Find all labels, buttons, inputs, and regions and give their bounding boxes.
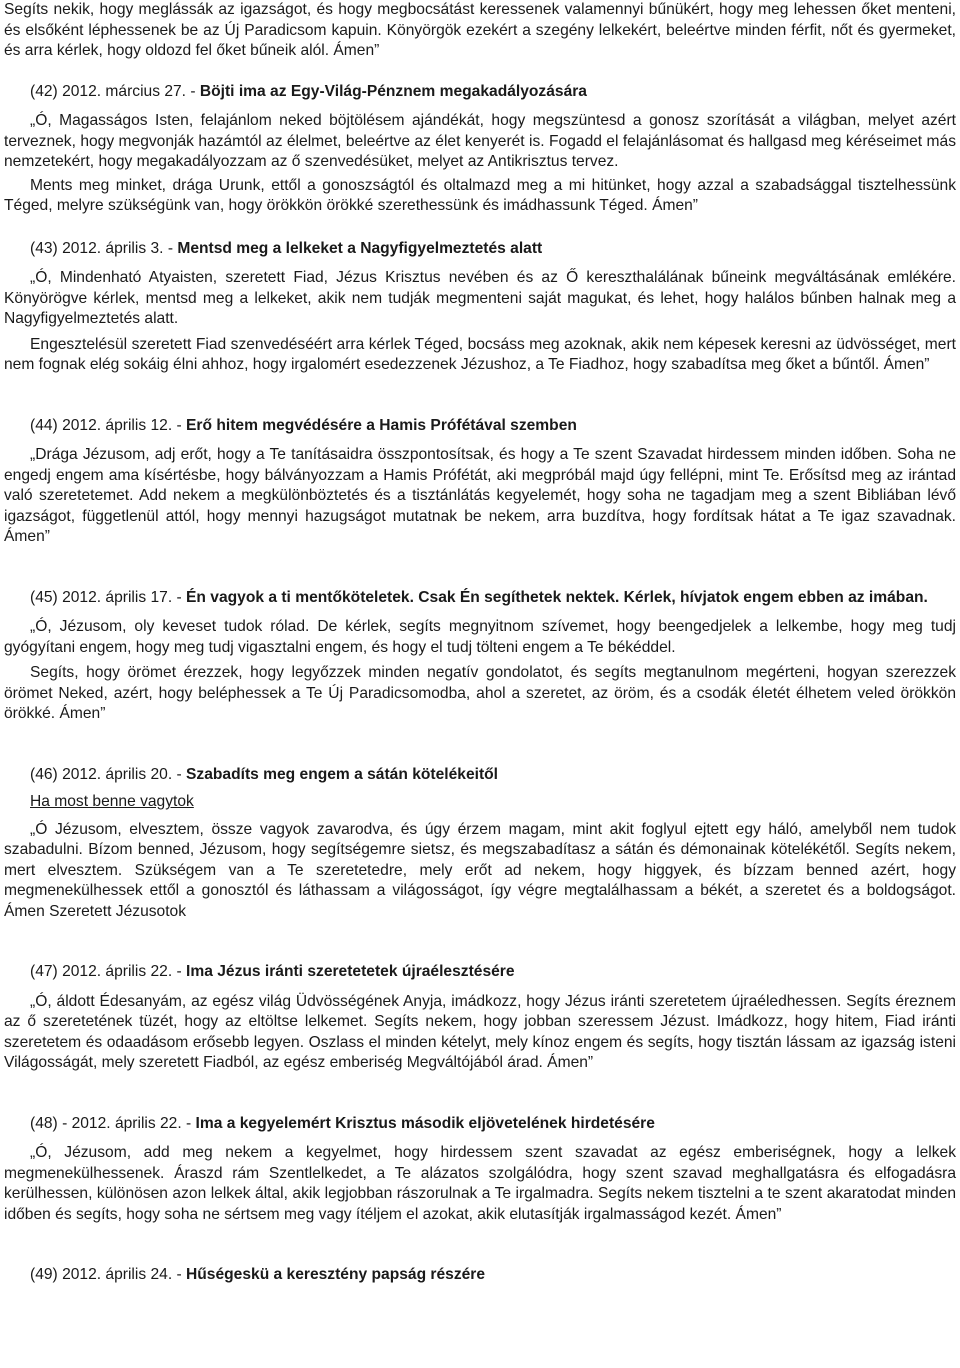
section-title: Mentsd meg a lelkeket a Nagyfigyelmeztetés alatt [177, 239, 543, 257]
section-subtitle: Ha most benne vagytok [30, 793, 194, 810]
section-title: Szabadíts meg engem a sátán kötelékeitől [186, 765, 498, 783]
section-number-date: (48) - 2012. április 22. - [30, 1114, 196, 1132]
section-number-date: (45) 2012. április 17. - [30, 588, 187, 606]
section-heading-46 [30, 765, 956, 786]
section-heading-48 [30, 1114, 956, 1135]
prayer-paragraph: „Ó, Jézusom, add meg nekem a kegyelmet, hogy hirdessem szent szavadat az egész emberiségnek, hogy a lelkek megmenekülhessenek. Áraszd rám Szentlelkedet, a Te alázatos szolgálódra, hogy szent szavad meghallgatásra és elfogadásra kerülhessen, különösen azon lelkek által, akik legjobban rászorulnak a Te irgalmadra. Segíts nekem tisztelni a te szent akaratodat minden időben és segíts, hogy soha ne sértsem meg vagy ítéljem el azokat, akik elutasítják irgalmasságod kezét. Ámen” [4, 1144, 956, 1223]
section-title: Hűségeskü a keresztény papság részére [186, 1266, 486, 1283]
section-number-date: (46) 2012. április 20. - [30, 765, 187, 783]
section-number-date: (44) 2012. április 12. - [30, 416, 187, 434]
prayer-paragraph: „Ó, áldott Édesanyám, az egész világ Üdvösségének Anyja, imádkozz, hogy Jézus iránti szeretetem újraéledhessen. Segíts éreznem az ő szeretetének tüzét, hogy az eltöltse lelkemet. Segíts nekem, hogy jobban szeressem Jézust. Imádkozz, hogy hitem, Fiad iránti szeretetem és odaadásom erősebb legyen. Oszlass el minden kételyt, mely kínoz engem és segíts, hogy tisztán lássam az igazság isteni Világosságát, mely szeretett Fiadból, az egész emberiség Megváltójából árad. Ámen” [4, 992, 956, 1071]
section-number-date: (47) 2012. április 22. - [30, 963, 187, 980]
section-title: Én vagyok a ti mentőköteletek. Csak Én segíthetek nektek. Kérlek, hívjatok engem ebben az imában. [186, 588, 928, 606]
section-title: Ima a kegyelemért Krisztus második eljövetelének hirdetésére [195, 1114, 655, 1132]
prayer-paragraph: „Drága Jézusom, adj erőt, hogy a Te tanításaidra összpontosítsak, és hogy a Te szent Szavadat hirdessem minden időben. Soha ne engedj engem ama kísértésbe, hogy bálványozzam a Hamis Prófétát, aki megpróbál majd úgy fellépni, mint Te. Erősítsd meg az irántad való szeretetemet. Add nekem a megkülönböztetés és a tisztánlátás kegyelemét, hogy soha ne tagadjam meg a szent Bibliában lévő igazságot, függetlenül attól, hogy mennyi hazugságot mutatnak be nekem, arra buzdítva, hogy fordítsak hátat a Te igaz szavadnak. Ámen” [4, 446, 956, 545]
section-heading-42 [30, 82, 956, 103]
section-heading-44 [30, 416, 956, 437]
prayer-paragraph: „Ó, Magasságos Isten, felajánlom neked böjtölésem ajándékát, hogy megszüntesd a gonosz szorítását a világban, melyet azért terveznek, hogy megvonják hazámtól az élelmet, beleértve az élet kenyerét is. Fogadd el felajánlásomat és hallgasd meg kéréseimet más nemzetekért, hogy megakadályozzam az ő szenvedésüket, melyet az Antikrisztus tervez. [4, 112, 956, 170]
section-title: Ima Jézus iránti szeretetetek újraélesztésére [186, 963, 515, 980]
section-heading-43 [30, 239, 956, 260]
prayer-paragraph: „Ó Jézusom, elvesztem, össze vagyok zavarodva, és úgy érzem magam, mint akit foglyul ejtett egy háló, amelyből nem tudok szabadulni. Bízom benned, Jézusom, hogy segítségemre sietsz, és megszabadítasz a sátán és démonainak kötelékétől. Segíts nekem, mert elvesztem. Szükségem van a Te szeretetedre, mely erőt ad nekem, hogy higgyek, és bízzam benned azért, hogy megmenekülhessek ettől a gonosztól és láthassam a világosságot, így végre megtalálhassam a békét, a szeretet és a boldogságot. Ámen Szeretett Jézusotok [4, 820, 956, 920]
section-title: Böjti ima az Egy-Világ-Pénznem megakadályozására [199, 82, 587, 100]
section-title: Erő hitem megvédésére a Hamis Prófétával szemben [186, 416, 577, 434]
section-number-date: (49) 2012. április 24. - [30, 1266, 187, 1283]
prayer-paragraph: „Ó, Mindenható Atyaisten, szeretett Fiad, Jézus Krisztus nevében és az Ő kereszthalálának bűneink megváltásának emlékére. Könyörögve kérlek, mentsd meg a lelkeket, akik nem tudják megmenteni saját magukat, és lehet, hogy halálos bűnben halnak meg a Nagyfigyelmeztetés alatt. [4, 269, 956, 327]
section-heading-47 [30, 962, 956, 983]
section-heading-49 [30, 1265, 956, 1286]
prayer-paragraph: Segíts, hogy örömet érezzek, hogy legyőzzek minden negatív gondolatot, és segíts megtanulnom megérteni, hogyan szerezzek örömet Neked, azért, hogy beléphessek a Te Új Paradicsomodba, ahol a szeretet, az öröm, és a csodák életét élhetem veled örökkön örökké. Ámen” [4, 664, 956, 722]
section-number-date: (43) 2012. április 3. - [30, 239, 178, 257]
section-heading-45 [4, 588, 956, 609]
intro-paragraph: Segíts nekik, hogy meglássák az igazságot, és hogy megbocsátást keressenek valamennyi bűnükért, hogy meg lehessen őket menteni, és elsőként léphessenek be az Új Paradicsom kapuin. Könyörgök ezekért a szegény lelkekért, beleértve minden férfit, nőt és gyermeket, és arra kérlek, hogy oldozd fel őket bűneik alól. Ámen” [4, 1, 956, 59]
prayer-paragraph: „Ó, Jézusom, oly keveset tudok rólad. De kérlek, segíts megnyitnom szívemet, hogy beengedjelek a lelkembe, hogy meg tudj gyógyítani engem, hogy meg tudj vigasztalni engem, és hogy el tudj tölteni engem a Te békéddel. [4, 618, 956, 656]
document-page [4, 0, 956, 1286]
section-number-date: (42) 2012. március 27. - [30, 82, 200, 100]
prayer-paragraph: Engesztelésül szeretett Fiad szenvedéséért arra kérlek Téged, bocsáss meg azoknak, akik nem képesek keresni az üdvösséget, mert nem fognak elég sokáig élni ahhoz, hogy irgalomért esedezzenek Jézushoz, a Te Fiadhoz, hogy szabadítsa meg őket a bűntől. Ámen” [4, 335, 956, 373]
prayer-paragraph: Ments meg minket, drága Urunk, ettől a gonoszságtól és oltalmazd meg a mi hitünket, hogy azzal a szabadsággal tisztelhessünk Téged, melyre szükségünk van, hogy örökkön örökké szerethessünk és imádhassunk Téged. Ámen” [4, 176, 956, 214]
